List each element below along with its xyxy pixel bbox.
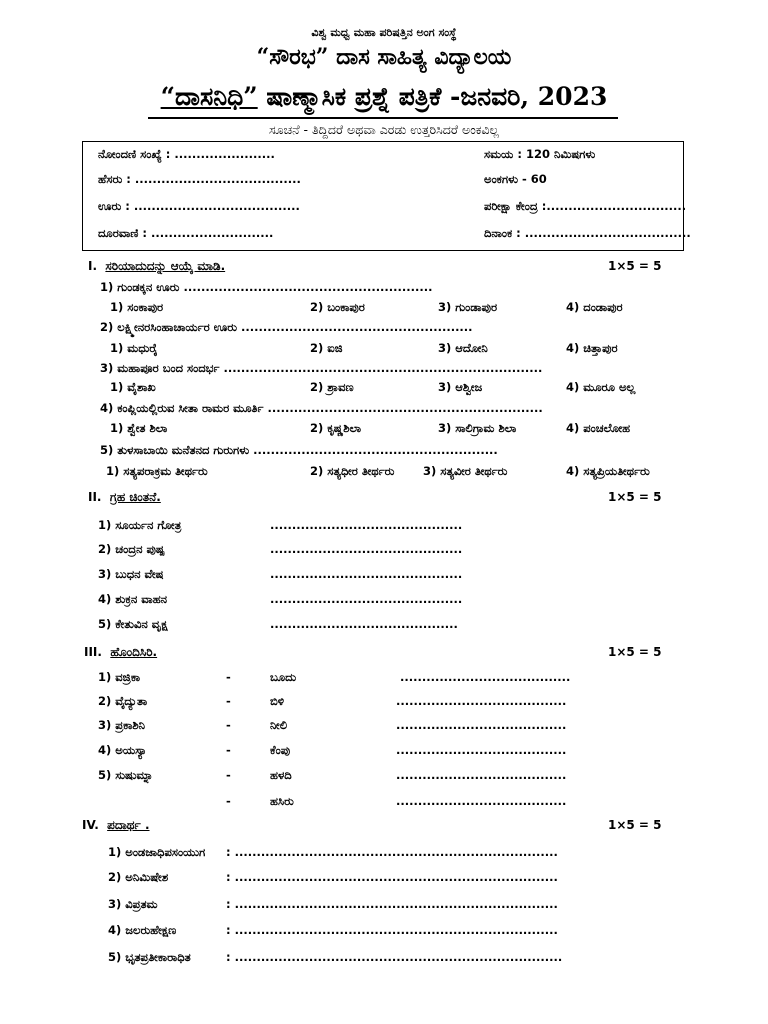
match-left: 4) ಅಯಸ್ಯಾ — [98, 743, 147, 757]
option: 4) ಮೂರೂ ಅಲ್ಲ — [566, 380, 636, 394]
marks-field: ಅಂಕಗಳು - 60 — [484, 172, 547, 186]
option: 2) ಶ್ರಾವಣ — [310, 380, 354, 394]
phone-field: ದೂರವಾಣಿ : ............................ — [98, 226, 274, 240]
option: 4) ಸತ್ಯಪ್ರಿಯತೀರ್ಥರು — [566, 464, 650, 478]
answer-blank: ............................................ — [270, 542, 463, 556]
match-left: 3) ಪ್ರಕಾಶಿನಿ — [98, 718, 146, 732]
option: 3) ಗುಂಡಾಪುರ — [438, 300, 498, 314]
section-title: ಹೊಂದಿಸಿರಿ. — [110, 645, 158, 659]
section-number: III. — [84, 645, 102, 659]
section-number: IV. — [82, 818, 99, 832]
answer-blank: : .......................................................................... — [226, 923, 558, 937]
section-title: ಗ್ರಹ ಚಿಂತನೆ. — [109, 490, 161, 504]
answer-blank: ............................................ — [270, 567, 463, 581]
exam-name: “ದಾಸನಿಧಿ” — [160, 82, 258, 111]
question-1-3: 3) ಮಹಾಪೂರ ಬಂದ ಸಂದರ್ಭ ......................................................................... — [100, 361, 543, 375]
match-dash: - — [226, 794, 231, 808]
match-dash: - — [226, 743, 231, 757]
match-right: ಹಸಿರು — [270, 794, 294, 808]
date-field: ದಿನಾಂಕ : ...................................... — [484, 226, 691, 240]
question-1-4: 4) ಕಂಪ್ಲಿಯಲ್ಲಿರುವ ಸೀತಾ ರಾಮರ ಮೂರ್ತಿ ............................................................... — [100, 401, 543, 415]
match-dash: - — [226, 718, 231, 732]
answer-blank: ....................................... — [396, 794, 567, 808]
instruction-note: ಸೂಚನೆ - ತಿದ್ದಿದರೆ ಅಥವಾ ಎರಡು ಉತ್ತರಿಸಿದರೆ ಅಂಕವಿಲ್ಲ — [268, 122, 500, 137]
match-dash: - — [226, 694, 231, 708]
reg-no-field: ನೋಂದಣಿ ಸಂಖ್ಯೆ : ....................... — [98, 147, 275, 161]
match-right: ಕೆಂಪು — [270, 743, 291, 757]
match-right: ಹಳದಿ — [270, 768, 292, 782]
section-2-marks: 1×5 = 5 — [608, 490, 662, 504]
centre-field: ಪರೀಕ್ಷಾ ಕೇಂದ್ರ :................................ — [484, 199, 687, 213]
section-4-heading — [82, 818, 150, 833]
place-field: ಊರು : ...................................... — [98, 199, 300, 213]
section-title: ಸರಿಯಾದುದನ್ನು ಆಯ್ಕೆ ಮಾಡಿ. — [105, 259, 226, 273]
section-2-heading — [88, 490, 161, 505]
option: 2) ಐಜಿ — [310, 341, 343, 355]
item-label: 4) ಜಲರುಹೇಕ್ಷಣ — [108, 923, 177, 937]
item-label: 3) ವಿಪ್ರತಮ — [108, 897, 158, 911]
exam-title — [0, 82, 768, 112]
answer-blank: ............................................ — [270, 592, 463, 606]
option: 3) ಆಶ್ವೀಜ — [438, 380, 483, 394]
option: 1) ಸತ್ಯಪರಾಕ್ರಮ ತೀರ್ಥರು — [106, 464, 208, 478]
option: 4) ದಂಡಾಪುರ — [566, 300, 623, 314]
option: 1) ಮಧುರೈ — [110, 341, 158, 355]
option: 3) ಸತ್ಯವೀರ ತೀರ್ಥರು — [423, 464, 508, 478]
answer-blank: : .......................................................................... — [226, 870, 558, 884]
institution-title: “ಸೌರಭ” ದಾಸ ಸಾಹಿತ್ಯ ವಿದ್ಯಾಲಯ — [256, 44, 512, 70]
item-label: 1) ಅಂಡಜಾಧಿಪಸಂಯುಗ — [108, 845, 206, 859]
answer-blank: ....................................... — [396, 694, 567, 708]
section-1-marks: 1×5 = 5 — [608, 259, 662, 273]
match-right: ನೀಲಿ — [270, 718, 288, 732]
section-number: II. — [88, 490, 102, 504]
item-label: 1) ಸೂರ್ಯನ ಗೋತ್ರ — [98, 518, 182, 532]
answer-blank: : ........................................................................... — [226, 950, 563, 964]
option: 1) ಸಂಕಾಪುರ — [110, 300, 164, 314]
answer-blank: ............................................ — [270, 518, 463, 532]
answer-blank: ....................................... — [396, 743, 567, 757]
answer-blank: : .......................................................................... — [226, 845, 558, 859]
name-field: ಹೆಸರು : ...................................... — [98, 172, 301, 186]
option: 3) ಆದೋನಿ — [438, 341, 488, 355]
answer-blank: ........................................... — [270, 617, 458, 631]
section-title: ಪದಾರ್ಥ . — [107, 818, 150, 832]
question-1-1: 1) ಗುಂಡಕ್ಕನ ಊರು ......................................................... — [100, 280, 433, 294]
item-label: 2) ಚಂದ್ರನ ಪುಷ್ಪ — [98, 542, 165, 556]
option: 1) ವೈಶಾಖ — [110, 380, 156, 394]
match-left: 1) ವಜ್ರಿಕಾ — [98, 670, 141, 684]
item-label: 5) ಕೇತುವಿನ ವೃಕ್ಷ — [98, 617, 168, 631]
item-label: 4) ಶುಕ್ರನ ವಾಹನ — [98, 592, 168, 606]
answer-blank: ....................................... — [396, 718, 567, 732]
section-4-marks: 1×5 = 5 — [608, 818, 662, 832]
option: 4) ಪಂಚಲೋಹ — [566, 421, 631, 435]
option: 1) ಶ್ವೇತ ಶಿಲಾ — [110, 421, 168, 435]
match-right: ಬಿಳಿ — [270, 694, 284, 708]
option: 2) ಬಂಕಾಪುರ — [310, 300, 365, 314]
exam-subtitle: ಷಾಣ್ಮಾಸಿಕ ಪ್ರಶ್ನೆ ಪತ್ರಿಕೆ -ಜನವರಿ, 2023 — [257, 82, 608, 111]
match-right: ಬೂದು — [270, 670, 297, 684]
title-underline — [148, 117, 618, 119]
time-field: ಸಮಯ : 120 ನಿಮಿಷಗಳು — [484, 147, 596, 161]
item-label: 5) ಭೃತಪ್ರತೀಕಾರಾಧಿತ — [108, 950, 191, 964]
match-dash: - — [226, 670, 231, 684]
answer-blank: : .......................................................................... — [226, 897, 558, 911]
question-1-2: 2) ಲಕ್ಷ್ಮೀನರಸಿಂಹಾಚಾರ್ಯರ ಊರು ..................................................... — [100, 320, 473, 334]
question-1-5: 5) ತುಳಸಾಬಾಯಿ ಮನೆತನದ ಗುರುಗಳು ........................................................ — [100, 443, 498, 457]
item-label: 3) ಬುಧನ ವೇಷ — [98, 567, 164, 581]
affiliation-line: ವಿಶ್ವ ಮಧ್ವ ಮಹಾ ಪರಿಷತ್ತಿನ ಅಂಗ ಸಂಸ್ಥೆ — [311, 26, 457, 39]
section-1-heading — [88, 259, 225, 274]
item-label: 2) ಅನಿಮಿಷೇಶ — [108, 870, 169, 884]
section-number: I. — [88, 259, 98, 273]
answer-blank: ....................................... — [396, 768, 567, 782]
match-dash: - — [226, 768, 231, 782]
option: 2) ಕೃಷ್ಣಶಿಲಾ — [310, 421, 362, 435]
match-left: 2) ವೈದ್ಯುತಾ — [98, 694, 148, 708]
match-left: 5) ಸುಷುಮ್ನಾ — [98, 768, 154, 782]
answer-blank: ....................................... — [400, 670, 571, 684]
section-3-heading — [84, 645, 157, 660]
option: 4) ಚಿತ್ತಾಪುರ — [566, 341, 618, 355]
section-3-marks: 1×5 = 5 — [608, 645, 662, 659]
option: 2) ಸತ್ಯಧೀರ ತೀರ್ಥರು — [310, 464, 395, 478]
option: 3) ಸಾಲಿಗ್ರಾಮ ಶಿಲಾ — [438, 421, 517, 435]
